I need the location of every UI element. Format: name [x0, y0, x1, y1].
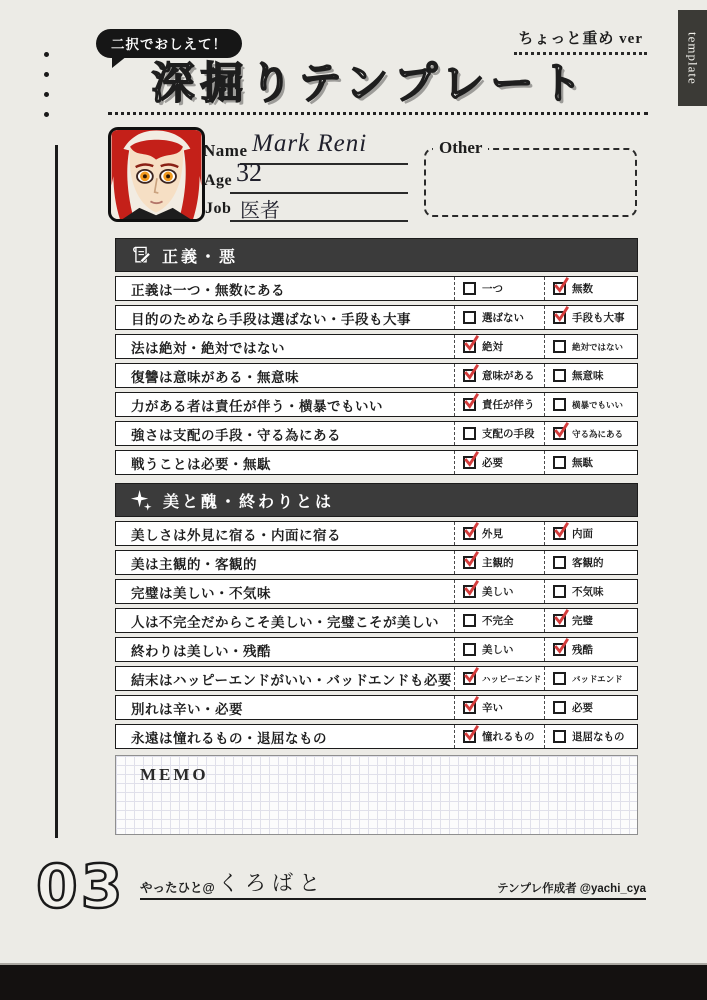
checkbox[interactable]	[553, 527, 566, 540]
option-label: 不気味	[572, 587, 604, 598]
option-label: 意味がある	[482, 371, 535, 382]
bottom-bar	[0, 963, 707, 1000]
checkbox[interactable]	[553, 340, 566, 353]
question-text: 力がある者は責任が伴う・横暴でもいい	[131, 398, 383, 414]
checkbox[interactable]	[463, 672, 476, 685]
option-label: 退屈なもの	[572, 732, 625, 743]
question-row	[115, 421, 638, 446]
option-label: 守る為にある	[572, 428, 624, 439]
page-number: 03	[36, 852, 126, 922]
section-0	[115, 238, 638, 475]
question-text: 法は絶対・絶対ではない	[131, 340, 285, 356]
credit-name[interactable]: くろばと	[218, 871, 326, 895]
page-title: 深掘りテンプレート	[151, 61, 589, 108]
checkbox[interactable]	[463, 427, 476, 440]
name-value[interactable]: Mark Reni	[252, 130, 368, 157]
checkbox[interactable]	[463, 340, 476, 353]
question-text: 美は主観的・客観的	[131, 556, 257, 572]
option-label: 必要	[482, 458, 503, 469]
question-text: 強さは支配の手段・守る為にある	[131, 427, 341, 443]
margin-vertical-line	[55, 145, 58, 838]
checkbox[interactable]	[463, 701, 476, 714]
option-label: 支配の手段	[482, 429, 535, 440]
version-label: ちょっと重め ver	[514, 27, 647, 55]
checkbox[interactable]	[553, 585, 566, 598]
credit-underline	[140, 898, 646, 900]
question-text: 美しさは外見に宿る・内面に宿る	[131, 527, 341, 543]
avatar	[108, 127, 205, 222]
content-column	[115, 238, 638, 835]
question-text: 別れは辛い・必要	[131, 701, 243, 717]
option-cell	[454, 551, 544, 574]
option-cell	[454, 306, 544, 329]
option-cell	[454, 580, 544, 603]
job-underline	[230, 220, 408, 222]
check-mark-icon	[462, 363, 481, 381]
option-cell	[454, 422, 544, 445]
name-label: Name	[203, 141, 248, 160]
name-underline	[240, 163, 408, 165]
checkbox[interactable]	[553, 672, 566, 685]
option-label: 客観的	[572, 558, 604, 569]
option-label: 外見	[482, 529, 503, 540]
question-row	[115, 334, 638, 359]
option-cell	[544, 580, 637, 603]
checkbox[interactable]	[553, 643, 566, 656]
option-label: 一つ	[482, 284, 503, 295]
checkbox[interactable]	[463, 614, 476, 627]
question-text: 完璧は美しい・不気味	[131, 585, 271, 601]
option-label: 残酷	[572, 645, 593, 656]
check-mark-icon	[552, 608, 571, 626]
question-text: 終わりは美しい・残酷	[131, 643, 271, 659]
question-text: 目的のためなら手段は選ばない・手段も大事	[131, 311, 411, 327]
checkbox[interactable]	[463, 282, 476, 295]
checkbox[interactable]	[553, 701, 566, 714]
option-cell	[544, 393, 637, 416]
section-header	[115, 238, 638, 272]
question-row	[115, 550, 638, 575]
question-row	[115, 724, 638, 749]
option-label: バッドエンド	[572, 673, 623, 684]
question-text: 正義は一つ・無数にある	[131, 282, 285, 298]
sparkles-icon	[130, 489, 153, 512]
option-cell	[544, 306, 637, 329]
option-cell	[544, 696, 637, 719]
option-cell	[454, 638, 544, 661]
option-cell	[544, 638, 637, 661]
checkbox[interactable]	[553, 369, 566, 382]
question-row	[115, 450, 638, 475]
age-value[interactable]: 32	[236, 158, 262, 187]
check-mark-icon	[552, 637, 571, 655]
memo-field[interactable]	[115, 755, 638, 835]
checkbox[interactable]	[463, 456, 476, 469]
other-field[interactable]	[424, 148, 637, 217]
question-row	[115, 695, 638, 720]
checkbox[interactable]	[463, 556, 476, 569]
checkbox[interactable]	[553, 311, 566, 324]
section-header	[115, 483, 638, 517]
option-label: 絶対ではない	[572, 341, 624, 352]
question-text: 復讐は意味がある・無意味	[131, 369, 299, 385]
check-mark-icon	[462, 550, 481, 568]
option-cell	[544, 335, 637, 358]
checkbox[interactable]	[553, 456, 566, 469]
checkbox[interactable]	[463, 527, 476, 540]
margin-dots	[44, 52, 49, 132]
option-label: 横暴でもいい	[572, 399, 624, 410]
option-cell	[454, 451, 544, 474]
option-cell	[454, 522, 544, 545]
check-mark-icon	[462, 666, 481, 684]
question-row	[115, 666, 638, 691]
check-mark-icon	[462, 334, 481, 352]
checkbox[interactable]	[463, 311, 476, 324]
question-row	[115, 637, 638, 662]
option-cell	[544, 422, 637, 445]
side-tab-template: template	[678, 10, 707, 106]
check-mark-icon	[462, 450, 481, 468]
option-label: 手段も大事	[572, 313, 625, 324]
option-cell	[544, 609, 637, 632]
creator-credit: テンプレ作成者 @yachi_cya	[497, 883, 646, 895]
option-label: 必要	[572, 703, 593, 714]
option-cell	[454, 609, 544, 632]
option-label: 責任が伴う	[482, 400, 535, 411]
option-label: 選ばない	[482, 313, 524, 324]
checkbox[interactable]	[553, 556, 566, 569]
speech-bubble: 二択でおしえて！	[96, 29, 242, 58]
section-title: 美と醜・終わりとは	[163, 493, 335, 511]
option-cell	[544, 522, 637, 545]
option-cell	[454, 667, 544, 690]
option-cell	[454, 335, 544, 358]
checkbox[interactable]	[553, 614, 566, 627]
red-haired-man-portrait-icon	[111, 130, 202, 219]
checkbox[interactable]	[463, 369, 476, 382]
credit-label: やったひと@	[140, 881, 215, 895]
check-mark-icon	[462, 579, 481, 597]
checkbox[interactable]	[553, 427, 566, 440]
checkbox[interactable]	[553, 282, 566, 295]
question-text: 結末はハッピーエンドがいい・バッドエンドも必要	[131, 672, 452, 688]
option-cell	[544, 277, 637, 300]
sections	[115, 238, 638, 749]
scroll-pen-icon	[130, 244, 152, 266]
option-label: 美しい	[482, 587, 514, 598]
check-mark-icon	[552, 276, 571, 294]
checkbox[interactable]	[463, 730, 476, 743]
checkbox[interactable]	[553, 398, 566, 411]
option-cell	[544, 551, 637, 574]
option-label: 不完全	[482, 616, 514, 627]
section-1	[115, 483, 638, 749]
other-label: Other	[433, 138, 488, 158]
option-label: 辛い	[482, 703, 503, 714]
check-mark-icon	[462, 392, 481, 410]
option-cell	[454, 393, 544, 416]
option-cell	[544, 667, 637, 690]
option-cell	[544, 451, 637, 474]
check-mark-icon	[462, 521, 481, 539]
option-label: 無駄	[572, 458, 593, 469]
check-mark-icon	[462, 724, 481, 742]
option-label: 憧れるもの	[482, 732, 535, 743]
option-label: 無意味	[572, 371, 604, 382]
check-mark-icon	[552, 421, 571, 439]
option-cell	[454, 364, 544, 387]
option-label: 美しい	[482, 645, 514, 656]
checkbox[interactable]	[553, 730, 566, 743]
option-label: 内面	[572, 529, 593, 540]
check-mark-icon	[552, 305, 571, 323]
title-dotted-rule	[108, 112, 648, 115]
checkbox[interactable]	[463, 643, 476, 656]
question-row	[115, 305, 638, 330]
option-cell	[454, 696, 544, 719]
option-label: 絶対	[482, 342, 503, 353]
age-label: Age	[204, 172, 233, 189]
option-cell	[544, 725, 637, 748]
section-title: 正義・悪	[162, 248, 239, 266]
option-label: 主観的	[482, 558, 514, 569]
question-row	[115, 276, 638, 301]
question-row	[115, 579, 638, 604]
question-row	[115, 363, 638, 388]
question-row	[115, 521, 638, 546]
checkbox[interactable]	[463, 585, 476, 598]
checkbox[interactable]	[463, 398, 476, 411]
memo-label: MEMO	[140, 765, 209, 784]
option-label: 無数	[572, 284, 593, 295]
option-cell	[454, 277, 544, 300]
question-row	[115, 608, 638, 633]
job-value[interactable]: 医者	[240, 200, 280, 222]
check-mark-icon	[462, 695, 481, 713]
question-row	[115, 392, 638, 417]
check-mark-icon	[552, 521, 571, 539]
option-label: ハッピーエンド	[482, 673, 542, 684]
question-text: 戦うことは必要・無駄	[131, 456, 271, 472]
question-text: 人は不完全だからこそ美しい・完璧こそが美しい	[131, 614, 439, 630]
job-label: Job	[205, 200, 232, 217]
option-cell	[454, 725, 544, 748]
question-text: 永遠は憧れるもの・退屈なもの	[131, 730, 327, 746]
option-cell	[544, 364, 637, 387]
option-label: 完璧	[572, 616, 593, 627]
